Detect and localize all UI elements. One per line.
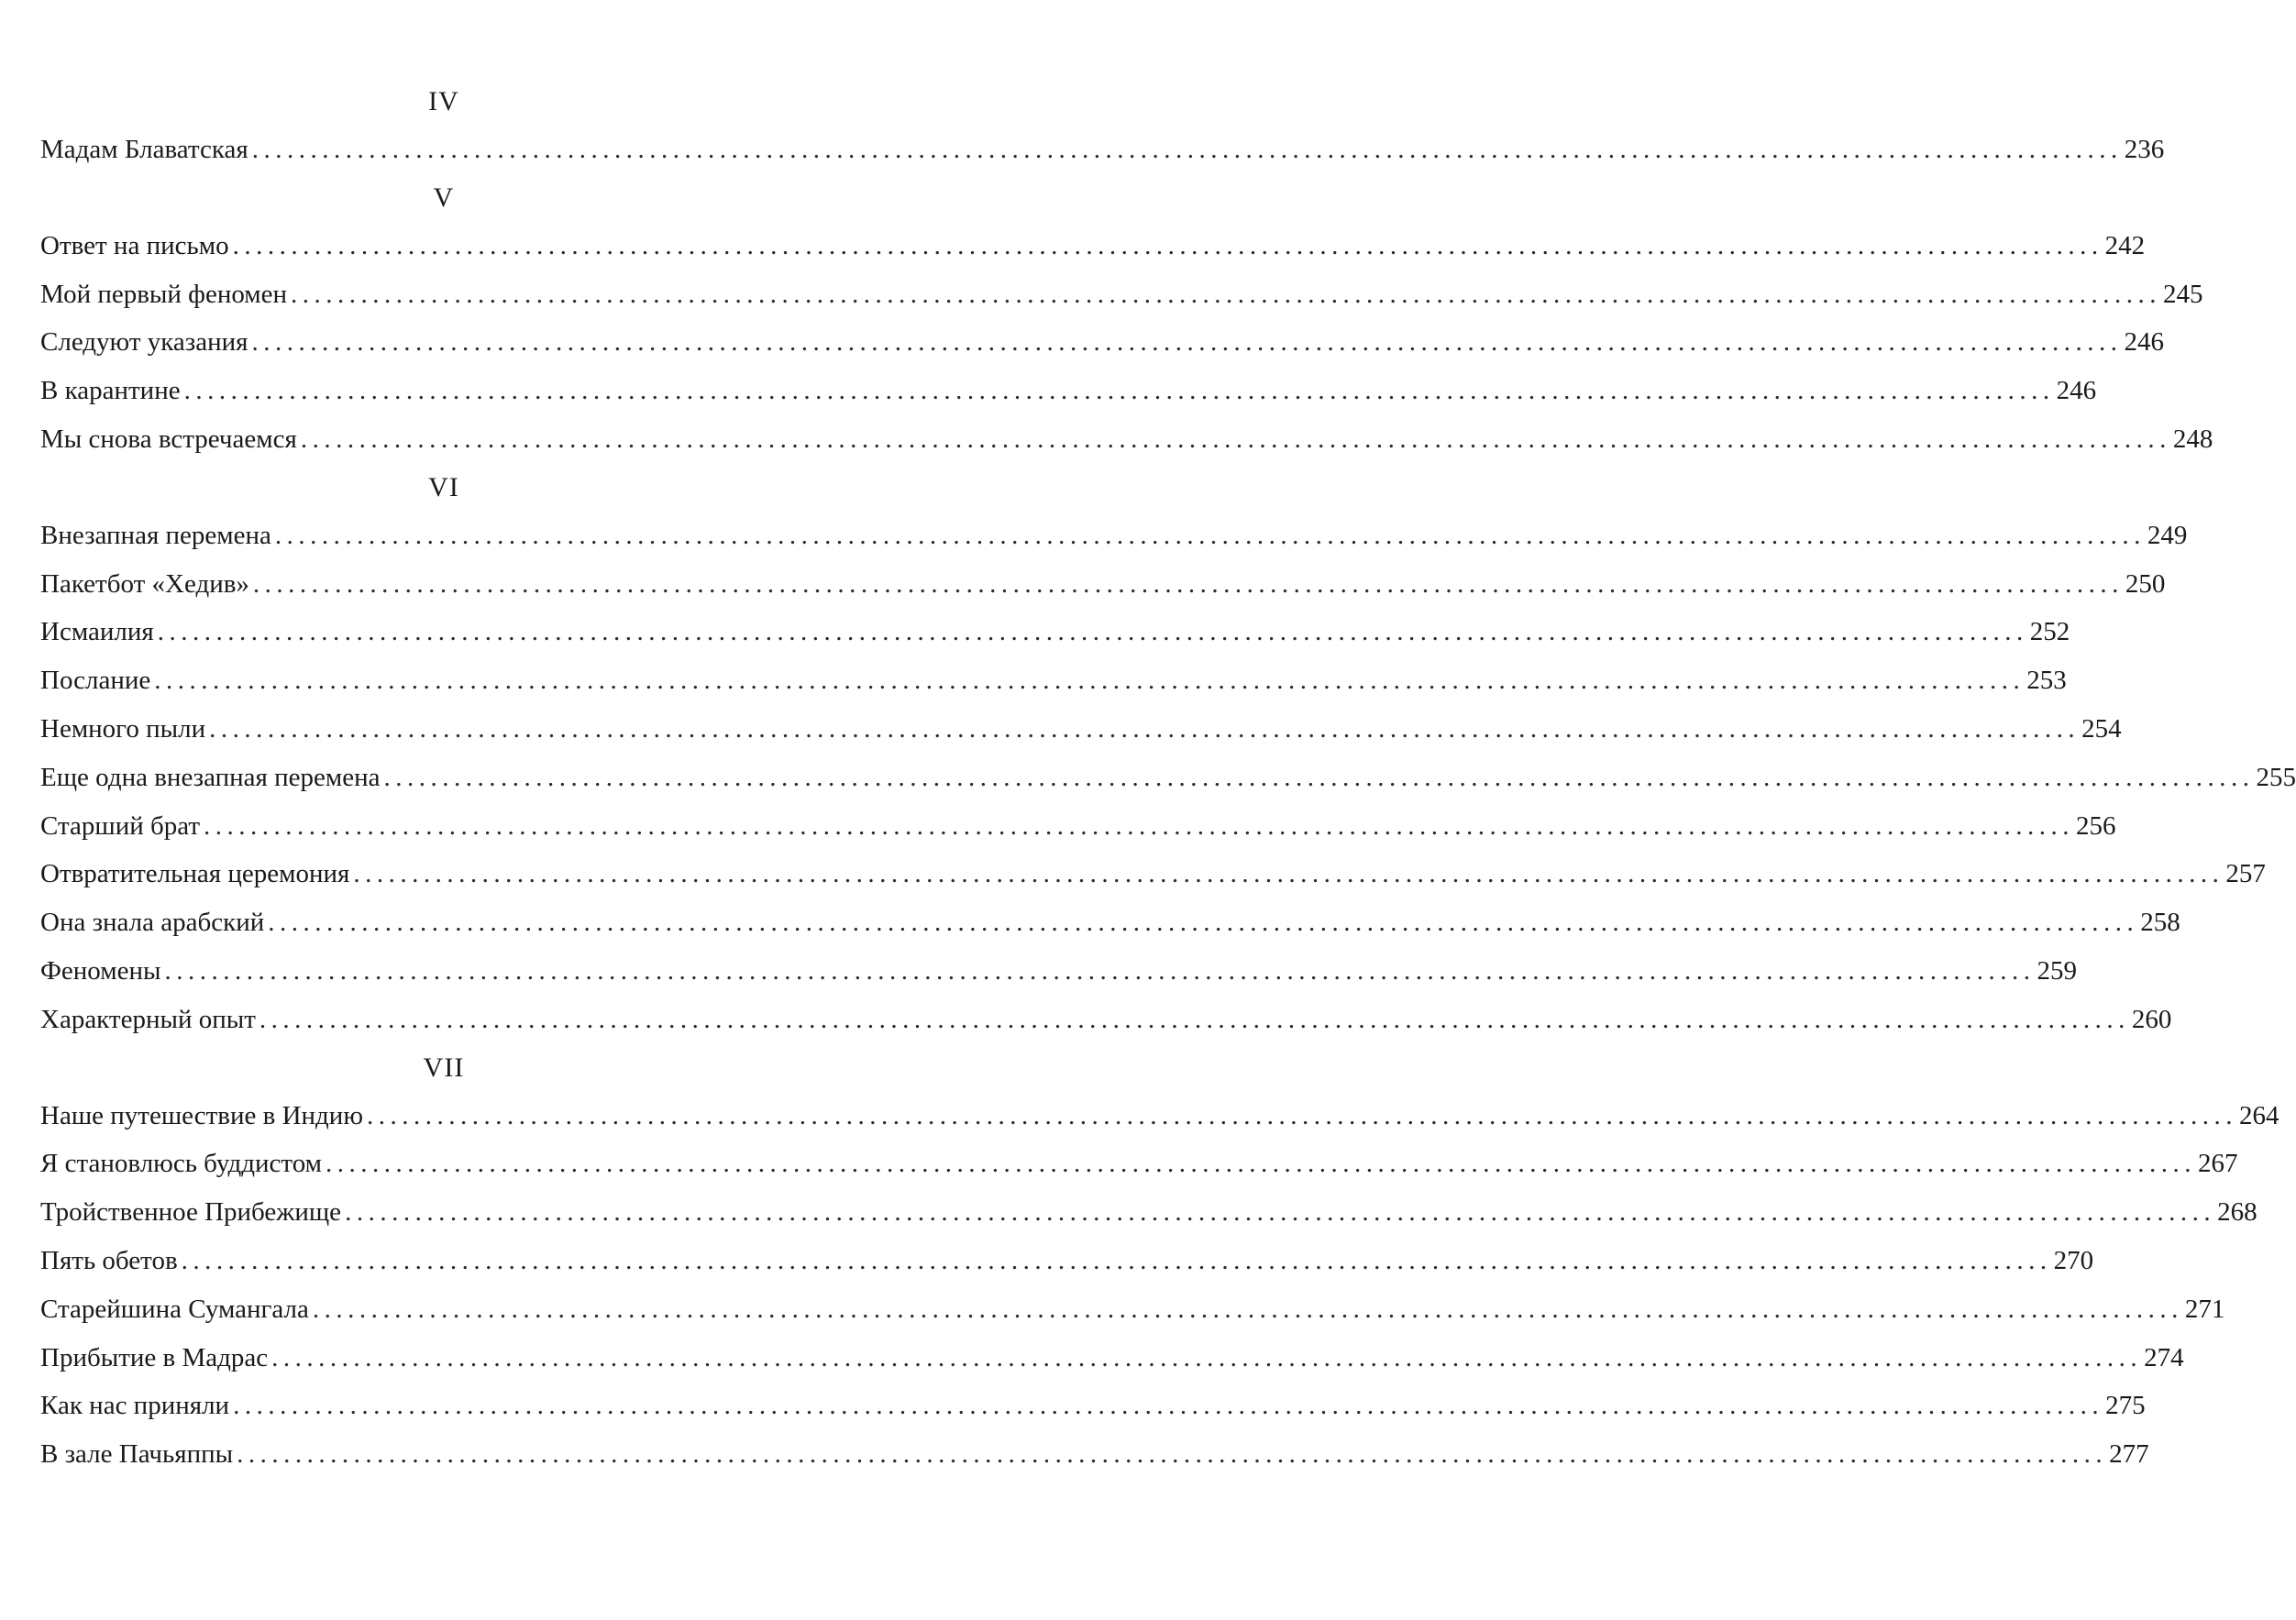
page-number: 252 <box>2029 617 2070 647</box>
page-number: 275 <box>2105 1391 2146 1421</box>
page-number: 264 <box>2238 1100 2279 1130</box>
toc-entry <box>40 126 2165 174</box>
entry-title: Феномены <box>40 955 161 986</box>
section-title: VI <box>428 471 459 502</box>
dot-leader: ................................................................................................................................................................ <box>268 908 2139 938</box>
page-number: 254 <box>2081 713 2122 744</box>
entry-title: Характерный опыт <box>40 1004 256 1034</box>
entry-title: Старший брат <box>40 810 201 841</box>
toc-entry <box>40 367 2097 415</box>
toc-entry <box>40 1237 2094 1285</box>
dot-leader: ................................................................................................................................................................ <box>157 617 2028 647</box>
page-number: 253 <box>2026 666 2067 696</box>
toc-entry <box>40 1140 2238 1188</box>
page-number: 257 <box>2225 859 2266 889</box>
toc-entry <box>40 1382 2146 1430</box>
page-number: 268 <box>2217 1197 2257 1228</box>
dot-leader: ................................................................................................................................................................ <box>237 1439 2108 1470</box>
entry-title: Как нас приняли <box>40 1391 230 1421</box>
toc-entry <box>40 947 2077 996</box>
section-title: V <box>433 182 455 213</box>
page-number: 242 <box>2104 230 2146 260</box>
toc-entry <box>40 1430 2149 1479</box>
page-number: 267 <box>2198 1149 2238 1179</box>
entry-title: Пакетбот «Хедив» <box>40 568 249 599</box>
page-number: 277 <box>2109 1439 2149 1470</box>
page-number: 270 <box>2053 1245 2094 1275</box>
page-number: 256 <box>2076 810 2116 841</box>
page-number: 259 <box>2037 955 2077 986</box>
entry-title: Следуют указания <box>40 327 248 358</box>
dot-leader: ................................................................................................................................................................ <box>252 568 2124 599</box>
dot-leader: ................................................................................................................................................................ <box>300 424 2171 454</box>
dot-leader: ................................................................................................................................................................ <box>233 1391 2104 1421</box>
entry-title: Мой первый феномен <box>40 279 288 309</box>
entry-title: Послание <box>40 666 151 696</box>
page-number: 246 <box>2124 327 2164 358</box>
dot-leader: ................................................................................................................................................................ <box>164 955 2036 986</box>
dot-leader: ................................................................................................................................................................ <box>232 230 2103 260</box>
dot-leader: ................................................................................................................................................................ <box>312 1294 2183 1324</box>
dot-leader: ................................................................................................................................................................ <box>259 1004 2130 1034</box>
toc-entry <box>40 415 2213 464</box>
toc-entry <box>40 512 2188 560</box>
dot-leader: ................................................................................................................................................................ <box>183 376 2055 406</box>
toc-entry <box>40 270 2203 319</box>
entry-title: В зале Пачьяппы <box>40 1439 234 1470</box>
page-number: 249 <box>2147 520 2188 550</box>
entry-title: Я становлюсь буддистом <box>40 1149 322 1179</box>
toc-entry <box>40 656 2067 705</box>
entry-title: Тройственное Прибежище <box>40 1197 342 1228</box>
entry-title: Наше путешествие в Индию <box>40 1100 363 1130</box>
dot-leader: ................................................................................................................................................................ <box>291 279 2162 309</box>
dot-leader: ................................................................................................................................................................ <box>204 810 2075 841</box>
entry-title: Она знала арабский <box>40 908 265 938</box>
section-title: IV <box>428 86 459 116</box>
toc-entry <box>40 705 2122 754</box>
toc-entry <box>40 850 2266 898</box>
toc-entry <box>40 802 2116 851</box>
page-number: 260 <box>2131 1004 2172 1034</box>
toc-entry <box>40 1092 2279 1141</box>
toc-entry <box>40 1188 2257 1237</box>
dot-leader: ................................................................................................................................................................ <box>383 762 2255 792</box>
toc-entry <box>40 318 2164 367</box>
dot-leader: ................................................................................................................................................................ <box>271 1342 2143 1372</box>
entry-title: Отвратительная церемония <box>40 859 350 889</box>
dot-leader: ................................................................................................................................................................ <box>251 135 2123 164</box>
toc-entry <box>40 996 2172 1044</box>
table-of-contents <box>40 78 2296 1479</box>
toc-entry <box>40 1285 2225 1334</box>
entry-title: Пять обетов <box>40 1245 178 1275</box>
page-number: 245 <box>2163 279 2203 309</box>
toc-entry <box>40 222 2146 270</box>
dot-leader: ................................................................................................................................................................ <box>181 1245 2052 1275</box>
entry-title: В карантине <box>40 376 181 406</box>
entry-title: Исмаилия <box>40 617 154 647</box>
dot-leader: ................................................................................................................................................................ <box>274 520 2146 550</box>
toc-entry <box>40 560 2166 609</box>
page-number: 274 <box>2144 1342 2184 1372</box>
entry-title: Ответ на письмо <box>40 230 229 260</box>
page-number: 246 <box>2056 376 2097 406</box>
page-number: 250 <box>2125 568 2166 599</box>
page-number: 271 <box>2184 1294 2225 1324</box>
toc-entry <box>40 1334 2184 1383</box>
entry-title: Старейшина Сумангала <box>40 1294 309 1324</box>
dot-leader: ................................................................................................................................................................ <box>366 1100 2237 1130</box>
entry-title: Мы снова встречаемся <box>40 424 297 454</box>
entry-title: Внезапная перемена <box>40 520 271 550</box>
dot-leader: ................................................................................................................................................................ <box>345 1197 2216 1228</box>
entry-title: Прибытие в Мадрас <box>40 1342 269 1372</box>
page-number: 236 <box>2124 135 2165 164</box>
page-number: 258 <box>2140 908 2180 938</box>
dot-leader: ................................................................................................................................................................ <box>209 713 2081 744</box>
page-number: 255 <box>2256 762 2296 792</box>
toc-entry <box>40 608 2070 656</box>
dot-leader: ................................................................................................................................................................ <box>326 1149 2196 1179</box>
entry-title: Мадам Блаватская <box>40 135 248 164</box>
toc-entry <box>40 754 2296 802</box>
page-number: 248 <box>2172 424 2213 454</box>
dot-leader: ................................................................................................................................................................ <box>353 859 2224 889</box>
section-title: VII <box>423 1052 465 1083</box>
entry-title: Еще одна внезапная перемена <box>40 762 381 792</box>
dot-leader: ................................................................................................................................................................ <box>154 666 2026 696</box>
entry-title: Немного пыли <box>40 713 206 744</box>
toc-entry <box>40 898 2180 947</box>
dot-leader: ................................................................................................................................................................ <box>251 327 2123 358</box>
